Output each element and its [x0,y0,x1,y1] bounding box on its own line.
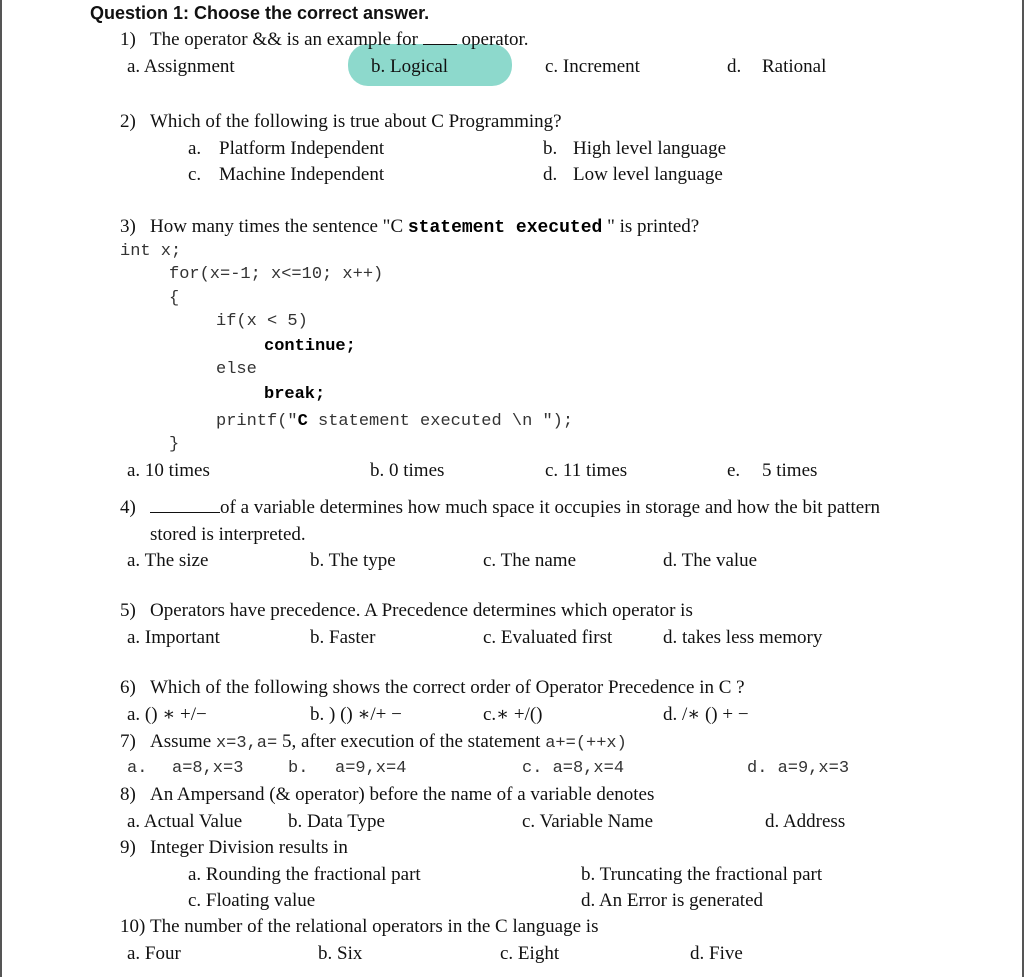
code-continue: continue; [264,337,356,356]
q2-option-c-letter: c. [188,164,202,185]
q4-text-line2: stored is interpreted. [150,524,306,545]
q2-option-c: Machine Independent [219,164,385,185]
q8-number: 8) [120,784,136,805]
q1-option-b: b. Logical [371,56,449,77]
q5-number: 5) [120,600,136,621]
section-heading: Question 1: Choose the correct answer. [90,3,430,23]
q6-option-d: d. /∗ () + − [663,704,749,725]
q7-option-a-letter: a. [127,759,148,778]
q10-number: 10) [120,916,146,937]
q2-option-b: High level language [573,138,727,159]
q8-option-b: b. Data Type [288,811,385,832]
q3-option-a: a. 10 times [127,460,210,481]
q7-option-d: d. a=9,x=3 [747,759,850,778]
q9-option-a: a. Rounding the fractional part [188,864,421,885]
q10-text: The number of the relational operators in the C language is [150,916,599,937]
q4-number: 4) [120,497,136,518]
q4-option-b: b. The type [310,550,396,571]
q6-option-b: b. ) () ∗/+ − [310,704,402,725]
q3-option-b: b. 0 times [370,460,445,481]
code-open-brace: { [169,289,180,308]
q3-option-c: c. 11 times [545,460,628,481]
code-printf: printf("C statement executed \n "); [216,412,574,431]
q7-option-a: a=8,x=3 [172,759,244,778]
q3-option-e: 5 times [762,460,818,481]
q4-option-a: a. The size [127,550,209,571]
q10-option-d: d. Five [690,943,743,964]
q9-text: Integer Division results in [150,837,348,858]
q8-option-c: c. Variable Name [522,811,654,832]
q3-option-e-letter: e. [727,460,741,481]
q2-option-a-letter: a. [188,138,202,159]
q10-option-b: b. Six [318,943,363,964]
q7-option-b-letter: b. [288,759,309,778]
q4-text-line1: of a variable determines how much space it occupies in storage and how the bit pattern [150,497,880,519]
q5-option-c: c. Evaluated first [483,627,613,648]
q10-option-c: c. Eight [500,943,560,964]
q2-number: 2) [120,111,136,132]
q1-option-d: Rational [762,56,827,77]
q2-option-b-letter: b. [543,138,558,159]
q5-option-d: d. takes less memory [663,627,823,648]
q1-number: 1) [120,29,136,50]
q6-number: 6) [120,677,136,698]
q5-option-a: a. Important [127,627,220,648]
q6-option-a: a. () ∗ +/− [127,704,207,725]
q6-text: Which of the following shows the correct order of Operator Precedence in C ? [150,677,745,698]
q1-option-a: a. Assignment [127,56,235,77]
q7-option-c: c. a=8,x=4 [522,759,625,778]
q3-text: How many times the sentence "C statement executed " is printed? [150,216,700,238]
q6-option-c: c.∗ +/() [483,704,543,725]
q8-option-a: a. Actual Value [127,811,243,832]
q9-option-c: c. Floating value [188,890,316,911]
q2-option-d-letter: d. [543,164,558,185]
q5-option-b: b. Faster [310,627,376,648]
q9-option-d: d. An Error is generated [581,890,764,911]
code-for-loop: for(x=-1; x<=10; x++) [169,265,384,284]
code-close-brace: } [169,435,180,454]
code-break: break; [264,385,326,404]
q7-option-b: a=9,x=4 [335,759,407,778]
q1-option-c: c. Increment [545,56,640,77]
q7-text: Assume x=3,a= 5, after execution of the statement a+=(++x) [150,731,627,753]
page-left-border [0,0,2,977]
code-else: else [216,360,257,379]
q8-text: An Ampersand (& operator) before the name of a variable denotes [150,784,655,805]
q5-text: Operators have precedence. A Precedence determines which operator is [150,600,693,621]
q1-option-d-letter: d. [727,56,742,77]
q4-option-c: c. The name [483,550,577,571]
q10-option-a: a. Four [127,943,181,964]
q8-option-d: d. Address [765,811,846,832]
q3-number: 3) [120,216,136,237]
q7-number: 7) [120,731,136,752]
q9-number: 9) [120,837,136,858]
q1-text: The operator && is an example for operator. [150,29,529,50]
q9-option-b: b. Truncating the fractional part [581,864,823,885]
q2-option-a: Platform Independent [219,138,385,159]
q4-option-d: d. The value [663,550,758,571]
code-if: if(x < 5) [216,312,308,331]
q2-text: Which of the following is true about C Programming? [150,111,562,132]
q2-option-d: Low level language [573,164,723,185]
code-declaration: int x; [120,242,182,261]
